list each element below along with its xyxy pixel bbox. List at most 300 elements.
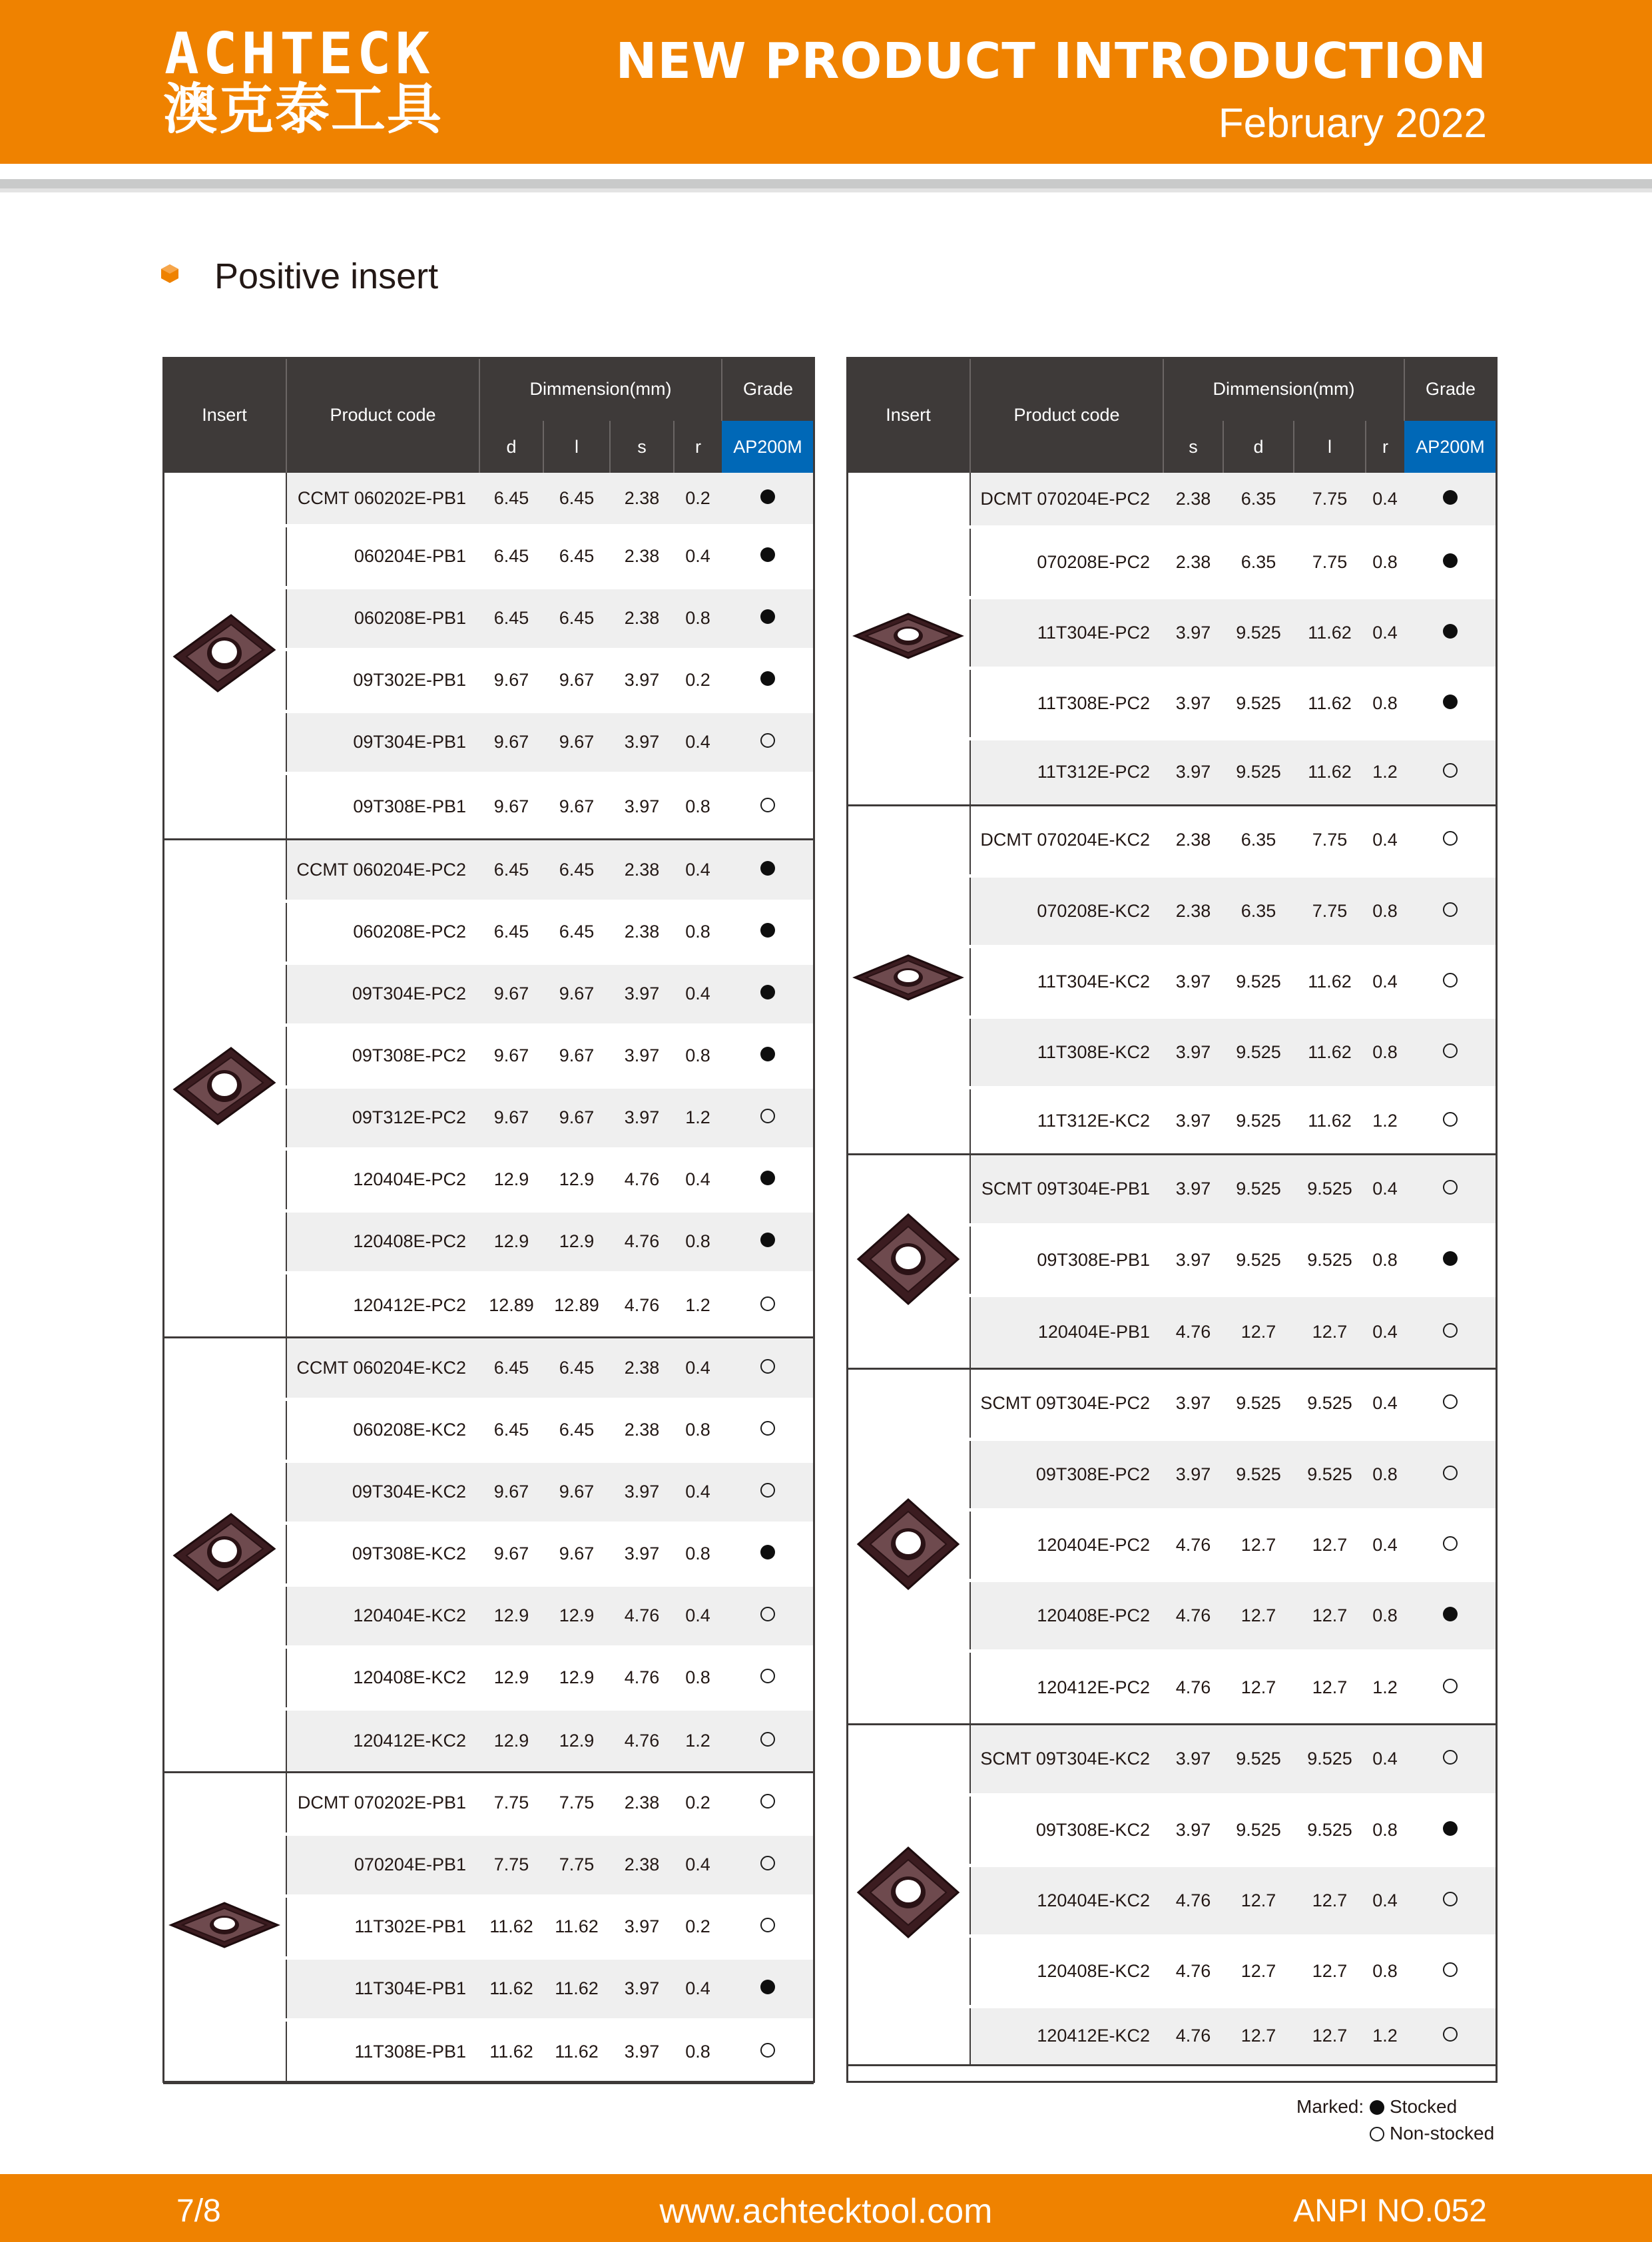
non-stocked-dot-icon bbox=[1443, 1323, 1458, 1338]
header-divider bbox=[0, 179, 1652, 188]
grade-cell bbox=[1404, 1510, 1496, 1580]
grade-cell bbox=[1404, 1724, 1496, 1795]
dimension-cell: 6.35 bbox=[1223, 876, 1294, 946]
dim-col-header: r bbox=[1366, 421, 1404, 473]
grade-header: Grade bbox=[1404, 358, 1496, 421]
dimension-cell: 9.525 bbox=[1223, 1795, 1294, 1865]
dim-col-header: l bbox=[543, 421, 610, 473]
dimension-cell: 11.62 bbox=[479, 1896, 543, 1958]
dimension-cell: 4.76 bbox=[610, 1709, 674, 1772]
product-code-cell: 11T312E-KC2 bbox=[970, 1087, 1163, 1154]
product-code-cell: SCMT 09T304E-PB1 bbox=[970, 1154, 1163, 1225]
dim-col-header: s bbox=[610, 421, 674, 473]
dimension-cell: 12.7 bbox=[1223, 1651, 1294, 1724]
dimension-cell: 0.8 bbox=[674, 1211, 722, 1272]
dimension-cell: 3.97 bbox=[610, 1461, 674, 1523]
stocked-dot-icon bbox=[760, 985, 775, 999]
website-url: www.achtecktool.com bbox=[659, 2192, 993, 2231]
dimension-cell: 9.525 bbox=[1223, 1087, 1294, 1154]
dimension-cell: 0.8 bbox=[1366, 1017, 1404, 1087]
dcmt-insert-icon bbox=[852, 928, 965, 1027]
insert-header: Insert bbox=[163, 358, 286, 473]
dimension-cell: 12.7 bbox=[1294, 2006, 1366, 2065]
dimension-cell: 3.97 bbox=[1163, 1017, 1223, 1087]
dimension-cell: 2.38 bbox=[610, 901, 674, 963]
dimension-cell: 1.2 bbox=[674, 1709, 722, 1772]
stocked-dot-icon bbox=[760, 1545, 775, 1559]
dimension-cell: 0.8 bbox=[674, 1399, 722, 1461]
grade-cell bbox=[722, 839, 814, 901]
grade-cell bbox=[1404, 1795, 1496, 1865]
dimension-cell: 0.8 bbox=[1366, 668, 1404, 738]
product-code-cell: 120412E-KC2 bbox=[286, 1709, 479, 1772]
non-stocked-dot-icon bbox=[760, 1483, 775, 1498]
scmt-insert-icon bbox=[852, 1494, 965, 1594]
header-date: February 2022 bbox=[1218, 101, 1487, 146]
dimension-cell: 3.97 bbox=[610, 649, 674, 711]
product-code-cell: 09T308E-PC2 bbox=[970, 1439, 1163, 1510]
dimension-cell: 3.97 bbox=[1163, 738, 1223, 805]
grade-cell bbox=[1404, 946, 1496, 1017]
dimension-cell: 12.9 bbox=[479, 1211, 543, 1272]
dimension-cell: 9.67 bbox=[479, 1087, 543, 1149]
legend-stocked-label: Stocked bbox=[1390, 2096, 1458, 2117]
grade-cell bbox=[1404, 473, 1496, 527]
hexagon-bullet-icon bbox=[161, 264, 178, 283]
dimension-cell: 2.38 bbox=[610, 473, 674, 525]
dimension-cell: 3.97 bbox=[1163, 1225, 1223, 1295]
dim-col-header: l bbox=[1294, 421, 1366, 473]
dimension-cell: 6.45 bbox=[479, 473, 543, 525]
insert-image-cell bbox=[163, 839, 286, 1337]
grade-cell bbox=[1404, 1439, 1496, 1510]
grade-cell bbox=[1404, 1865, 1496, 1936]
product-code-header: Product code bbox=[286, 358, 479, 473]
product-code-cell: 11T308E-PB1 bbox=[286, 2020, 479, 2083]
dimension-cell: 6.45 bbox=[479, 839, 543, 901]
dimension-cell: 9.525 bbox=[1223, 738, 1294, 805]
dimension-cell: 4.76 bbox=[610, 1211, 674, 1272]
stocked-dot-icon bbox=[1443, 695, 1458, 709]
dimension-cell: 0.8 bbox=[1366, 1936, 1404, 2006]
grade-cell bbox=[1404, 1368, 1496, 1439]
dimension-cell: 0.4 bbox=[1366, 473, 1404, 527]
product-code-cell: 120408E-KC2 bbox=[286, 1647, 479, 1709]
product-code-cell: SCMT 09T304E-PC2 bbox=[970, 1368, 1163, 1439]
dim-col-header: d bbox=[1223, 421, 1294, 473]
dimension-header: Dimmension(mm) bbox=[1163, 358, 1404, 421]
non-stocked-dot-icon bbox=[1443, 1892, 1458, 1906]
dimension-cell: 3.97 bbox=[1163, 1087, 1223, 1154]
stocked-dot-icon bbox=[760, 671, 775, 686]
dimension-cell: 6.45 bbox=[479, 901, 543, 963]
dimension-cell: 9.525 bbox=[1223, 1724, 1294, 1795]
dimension-cell: 2.38 bbox=[1163, 876, 1223, 946]
table-row bbox=[163, 1772, 814, 1834]
grade-cell bbox=[722, 1772, 814, 1834]
dimension-cell: 9.67 bbox=[543, 711, 610, 773]
dimension-cell: 7.75 bbox=[1294, 473, 1366, 527]
non-stocked-dot-icon bbox=[1443, 902, 1458, 917]
dim-col-header: d bbox=[479, 421, 543, 473]
dimension-cell: 3.97 bbox=[610, 1958, 674, 2020]
anpi-number: ANPI NO.052 bbox=[1293, 2193, 1487, 2229]
product-code-cell: 070208E-KC2 bbox=[970, 876, 1163, 946]
table-row bbox=[847, 1154, 1496, 1225]
product-code-cell: 11T304E-PB1 bbox=[286, 1958, 479, 2020]
dimension-cell: 3.97 bbox=[610, 1523, 674, 1585]
dimension-cell: 0.8 bbox=[674, 1523, 722, 1585]
stocked-dot-icon bbox=[1443, 1251, 1458, 1266]
insert-image-cell bbox=[847, 1724, 970, 2065]
dimension-cell: 3.97 bbox=[1163, 1439, 1223, 1510]
dimension-cell: 3.97 bbox=[610, 711, 674, 773]
table-row bbox=[847, 1724, 1496, 1795]
product-code-cell: 11T304E-KC2 bbox=[970, 946, 1163, 1017]
product-code-cell: 11T302E-PB1 bbox=[286, 1896, 479, 1958]
product-code-cell: DCMT 070204E-PC2 bbox=[970, 473, 1163, 527]
stocked-dot-icon bbox=[760, 1980, 775, 1994]
non-stocked-dot-icon bbox=[1443, 1536, 1458, 1551]
grade-cell bbox=[1404, 668, 1496, 738]
non-stocked-dot-icon bbox=[1443, 973, 1458, 987]
grade-cell bbox=[722, 1523, 814, 1585]
dimension-cell: 0.4 bbox=[1366, 597, 1404, 668]
dimension-cell: 0.8 bbox=[1366, 1439, 1404, 1510]
dimension-cell: 1.2 bbox=[674, 1272, 722, 1337]
grade-name-header: AP200M bbox=[722, 421, 814, 473]
table-row bbox=[847, 1368, 1496, 1439]
dimension-cell: 3.97 bbox=[1163, 946, 1223, 1017]
dimension-cell: 0.4 bbox=[1366, 1724, 1404, 1795]
dim-col-header: s bbox=[1163, 421, 1223, 473]
scmt-insert-icon bbox=[852, 1842, 965, 1942]
product-code-cell: 09T302E-PB1 bbox=[286, 649, 479, 711]
grade-cell bbox=[722, 901, 814, 963]
product-code-cell: 120404E-KC2 bbox=[970, 1865, 1163, 1936]
dimension-cell: 0.8 bbox=[1366, 527, 1404, 597]
insert-image-cell bbox=[847, 473, 970, 805]
right-spec-table bbox=[847, 358, 1496, 2066]
dimension-cell: 12.9 bbox=[543, 1211, 610, 1272]
product-code-cell: 09T312E-PC2 bbox=[286, 1087, 479, 1149]
product-code-cell: DCMT 070202E-PB1 bbox=[286, 1772, 479, 1834]
dimension-cell: 3.97 bbox=[1163, 1795, 1223, 1865]
dimension-cell: 9.67 bbox=[479, 1461, 543, 1523]
non-stocked-dot-icon bbox=[760, 1794, 775, 1809]
dimension-cell: 4.76 bbox=[1163, 1651, 1223, 1724]
dimension-cell: 9.525 bbox=[1223, 1439, 1294, 1510]
page-number: 7/8 bbox=[176, 2193, 221, 2229]
dimension-cell: 0.2 bbox=[674, 473, 722, 525]
grade-cell bbox=[1404, 876, 1496, 946]
logo-chinese: 澳克泰工具 bbox=[163, 78, 443, 141]
dimension-cell: 0.8 bbox=[674, 773, 722, 839]
dimension-cell: 9.525 bbox=[1294, 1795, 1366, 1865]
product-code-cell: CCMT 060204E-PC2 bbox=[286, 839, 479, 901]
dimension-cell: 9.525 bbox=[1223, 1368, 1294, 1439]
stocked-dot-icon bbox=[760, 861, 775, 876]
dim-col-header: r bbox=[674, 421, 722, 473]
dimension-cell: 11.62 bbox=[1294, 946, 1366, 1017]
product-code-cell: 09T304E-PC2 bbox=[286, 963, 479, 1025]
non-stocked-dot-icon bbox=[1443, 831, 1458, 846]
dimension-cell: 11.62 bbox=[479, 2020, 543, 2083]
table-row bbox=[163, 1337, 814, 1399]
open-circle-icon bbox=[1370, 2127, 1384, 2141]
dimension-cell: 6.45 bbox=[479, 587, 543, 649]
dimension-cell: 12.7 bbox=[1223, 1865, 1294, 1936]
insert-image-cell bbox=[163, 1772, 286, 2083]
non-stocked-dot-icon bbox=[760, 1607, 775, 1621]
dcmt-insert-icon bbox=[852, 586, 965, 686]
dimension-cell: 0.4 bbox=[674, 1337, 722, 1399]
dimension-cell: 12.7 bbox=[1223, 1936, 1294, 2006]
grade-cell bbox=[1404, 1154, 1496, 1225]
dimension-cell: 0.8 bbox=[674, 901, 722, 963]
grade-cell bbox=[722, 1834, 814, 1896]
grade-cell bbox=[722, 473, 814, 525]
dimension-cell: 0.4 bbox=[674, 1585, 722, 1647]
dcmt-insert-icon bbox=[168, 1875, 281, 1975]
dimension-cell: 6.35 bbox=[1223, 527, 1294, 597]
dimension-cell: 0.8 bbox=[674, 1647, 722, 1709]
dimension-cell: 0.4 bbox=[1366, 1865, 1404, 1936]
grade-cell bbox=[1404, 805, 1496, 876]
dimension-cell: 12.7 bbox=[1294, 1510, 1366, 1580]
grade-cell bbox=[722, 1647, 814, 1709]
product-code-cell: 120412E-PC2 bbox=[970, 1651, 1163, 1724]
grade-cell bbox=[722, 1399, 814, 1461]
dimension-cell: 2.38 bbox=[610, 525, 674, 587]
dimension-cell: 11.62 bbox=[1294, 1087, 1366, 1154]
dimension-cell: 12.89 bbox=[479, 1272, 543, 1337]
dimension-cell: 9.525 bbox=[1294, 1154, 1366, 1225]
dimension-cell: 2.38 bbox=[610, 839, 674, 901]
dimension-cell: 0.8 bbox=[1366, 1580, 1404, 1651]
dimension-cell: 6.45 bbox=[479, 1337, 543, 1399]
grade-cell bbox=[1404, 1651, 1496, 1724]
dimension-cell: 4.76 bbox=[1163, 1580, 1223, 1651]
non-stocked-dot-icon bbox=[760, 1296, 775, 1311]
dimension-cell: 9.67 bbox=[479, 711, 543, 773]
dimension-cell: 4.76 bbox=[610, 1149, 674, 1211]
grade-cell bbox=[722, 773, 814, 839]
insert-image-cell bbox=[847, 1368, 970, 1724]
dimension-cell: 6.45 bbox=[543, 1337, 610, 1399]
product-code-cell: CCMT 060202E-PB1 bbox=[286, 473, 479, 525]
dimension-cell: 4.76 bbox=[610, 1647, 674, 1709]
product-code-cell: 120404E-PB1 bbox=[970, 1295, 1163, 1368]
grade-header: Grade bbox=[722, 358, 814, 421]
product-code-cell: 11T304E-PC2 bbox=[970, 597, 1163, 668]
dimension-cell: 0.8 bbox=[674, 587, 722, 649]
product-code-cell: 09T308E-KC2 bbox=[970, 1795, 1163, 1865]
non-stocked-dot-icon bbox=[1443, 1043, 1458, 1058]
dimension-cell: 1.2 bbox=[1366, 2006, 1404, 2065]
dimension-cell: 3.97 bbox=[1163, 1368, 1223, 1439]
grade-cell bbox=[1404, 2006, 1496, 2065]
dimension-cell: 6.45 bbox=[543, 1399, 610, 1461]
insert-image-cell bbox=[163, 473, 286, 839]
dimension-cell: 9.525 bbox=[1223, 597, 1294, 668]
product-code-cell: 120408E-KC2 bbox=[970, 1936, 1163, 2006]
dimension-cell: 12.7 bbox=[1294, 1936, 1366, 2006]
grade-cell bbox=[722, 1958, 814, 2020]
non-stocked-dot-icon bbox=[760, 733, 775, 748]
table-row bbox=[163, 473, 814, 525]
dimension-cell: 3.97 bbox=[610, 963, 674, 1025]
dimension-cell: 6.45 bbox=[543, 587, 610, 649]
dimension-cell: 12.7 bbox=[1294, 1865, 1366, 1936]
dimension-cell: 12.9 bbox=[543, 1709, 610, 1772]
grade-cell bbox=[1404, 1580, 1496, 1651]
product-code-cell: 060208E-PC2 bbox=[286, 901, 479, 963]
scmt-insert-icon bbox=[852, 1209, 965, 1309]
non-stocked-dot-icon bbox=[760, 2043, 775, 2058]
section-title: Positive insert bbox=[214, 256, 439, 296]
dimension-cell: 2.38 bbox=[610, 1772, 674, 1834]
product-code-cell: 060208E-PB1 bbox=[286, 587, 479, 649]
dimension-cell: 7.75 bbox=[479, 1834, 543, 1896]
grade-cell bbox=[1404, 1295, 1496, 1368]
dimension-cell: 11.62 bbox=[1294, 668, 1366, 738]
dimension-cell: 12.9 bbox=[479, 1647, 543, 1709]
product-code-cell: SCMT 09T304E-KC2 bbox=[970, 1724, 1163, 1795]
grade-cell bbox=[722, 1461, 814, 1523]
dimension-cell: 9.67 bbox=[543, 1087, 610, 1149]
dimension-cell: 0.4 bbox=[674, 1461, 722, 1523]
dimension-cell: 9.525 bbox=[1223, 668, 1294, 738]
dimension-cell: 9.525 bbox=[1294, 1225, 1366, 1295]
dimension-cell: 11.62 bbox=[543, 2020, 610, 2083]
dimension-cell: 3.97 bbox=[610, 1896, 674, 1958]
dimension-cell: 12.7 bbox=[1294, 1651, 1366, 1724]
grade-cell bbox=[722, 2020, 814, 2083]
header-divider-light bbox=[0, 188, 1652, 192]
grade-cell bbox=[722, 963, 814, 1025]
table-row bbox=[163, 839, 814, 901]
dimension-cell: 0.8 bbox=[1366, 1225, 1404, 1295]
non-stocked-dot-icon bbox=[760, 798, 775, 812]
dimension-cell: 0.8 bbox=[674, 2020, 722, 2083]
dimension-cell: 0.4 bbox=[1366, 1295, 1404, 1368]
grade-name-header: AP200M bbox=[1404, 421, 1496, 473]
stocked-dot-icon bbox=[760, 923, 775, 938]
grade-cell bbox=[722, 649, 814, 711]
dimension-cell: 7.75 bbox=[543, 1834, 610, 1896]
filled-circle-icon bbox=[1370, 2100, 1384, 2115]
legend-marked-label: Marked: bbox=[1296, 2096, 1364, 2117]
dimension-cell: 12.9 bbox=[543, 1647, 610, 1709]
grade-cell bbox=[1404, 1936, 1496, 2006]
dimension-cell: 12.7 bbox=[1223, 2006, 1294, 2065]
dimension-cell: 0.8 bbox=[1366, 876, 1404, 946]
dimension-cell: 11.62 bbox=[1294, 738, 1366, 805]
product-code-cell: CCMT 060204E-KC2 bbox=[286, 1337, 479, 1399]
product-code-cell: 11T312E-PC2 bbox=[970, 738, 1163, 805]
page-footer bbox=[0, 2174, 1652, 2242]
non-stocked-dot-icon bbox=[760, 1109, 775, 1123]
dimension-cell: 12.9 bbox=[479, 1149, 543, 1211]
stocked-dot-icon bbox=[760, 489, 775, 504]
dimension-cell: 12.9 bbox=[479, 1709, 543, 1772]
non-stocked-dot-icon bbox=[760, 1732, 775, 1747]
dimension-cell: 1.2 bbox=[674, 1087, 722, 1149]
product-code-cell: 120404E-PC2 bbox=[286, 1149, 479, 1211]
ccmt-insert-icon bbox=[168, 1036, 281, 1136]
dimension-cell: 9.67 bbox=[543, 1025, 610, 1087]
dimension-cell: 0.8 bbox=[1366, 1795, 1404, 1865]
dimension-cell: 7.75 bbox=[1294, 876, 1366, 946]
stocked-dot-icon bbox=[1443, 1607, 1458, 1621]
dimension-cell: 3.97 bbox=[1163, 1154, 1223, 1225]
dimension-cell: 0.4 bbox=[1366, 805, 1404, 876]
product-code-cell: 11T308E-KC2 bbox=[970, 1017, 1163, 1087]
product-code-cell: DCMT 070204E-KC2 bbox=[970, 805, 1163, 876]
dimension-cell: 9.67 bbox=[543, 1523, 610, 1585]
non-stocked-dot-icon bbox=[760, 1421, 775, 1436]
dimension-cell: 0.4 bbox=[674, 839, 722, 901]
dimension-cell: 11.62 bbox=[1294, 597, 1366, 668]
logo-english: ACHTECK bbox=[164, 21, 434, 87]
product-code-cell: 120412E-PC2 bbox=[286, 1272, 479, 1337]
grade-cell bbox=[722, 587, 814, 649]
dimension-cell: 9.67 bbox=[543, 773, 610, 839]
dimension-cell: 4.76 bbox=[1163, 1510, 1223, 1580]
dimension-cell: 11.62 bbox=[543, 1896, 610, 1958]
grade-cell bbox=[722, 711, 814, 773]
dimension-cell: 1.2 bbox=[1366, 1651, 1404, 1724]
stocked-dot-icon bbox=[760, 1171, 775, 1185]
dimension-cell: 6.45 bbox=[543, 473, 610, 525]
grade-cell bbox=[1404, 1225, 1496, 1295]
dimension-cell: 11.62 bbox=[1294, 1017, 1366, 1087]
dimension-cell: 3.97 bbox=[1163, 668, 1223, 738]
product-code-cell: 120408E-PC2 bbox=[970, 1580, 1163, 1651]
left-spec-table bbox=[163, 358, 814, 2084]
dimension-cell: 12.7 bbox=[1294, 1580, 1366, 1651]
dimension-cell: 12.7 bbox=[1223, 1510, 1294, 1580]
stocked-dot-icon bbox=[760, 609, 775, 624]
dimension-cell: 9.525 bbox=[1223, 1225, 1294, 1295]
dimension-cell: 3.97 bbox=[1163, 597, 1223, 668]
stocked-dot-icon bbox=[760, 1233, 775, 1247]
dimension-cell: 9.525 bbox=[1223, 1154, 1294, 1225]
grade-cell bbox=[722, 525, 814, 587]
page-header bbox=[0, 0, 1652, 164]
dimension-cell: 12.7 bbox=[1294, 1295, 1366, 1368]
dimension-cell: 0.2 bbox=[674, 1772, 722, 1834]
insert-header: Insert bbox=[847, 358, 970, 473]
product-code-cell: 060208E-KC2 bbox=[286, 1399, 479, 1461]
dimension-cell: 1.2 bbox=[1366, 738, 1404, 805]
product-code-cell: 09T308E-PB1 bbox=[970, 1225, 1163, 1295]
stocked-dot-icon bbox=[1443, 1821, 1458, 1836]
non-stocked-dot-icon bbox=[760, 1669, 775, 1683]
legend-non-stocked bbox=[1370, 2124, 1494, 2143]
non-stocked-dot-icon bbox=[1443, 1962, 1458, 1977]
dimension-cell: 9.67 bbox=[543, 649, 610, 711]
non-stocked-dot-icon bbox=[760, 1856, 775, 1870]
grade-cell bbox=[722, 1709, 814, 1772]
insert-image-cell bbox=[847, 805, 970, 1154]
dimension-cell: 12.89 bbox=[543, 1272, 610, 1337]
dimension-cell: 2.38 bbox=[1163, 805, 1223, 876]
dimension-cell: 4.76 bbox=[610, 1585, 674, 1647]
dimension-header: Dimmension(mm) bbox=[479, 358, 722, 421]
dimension-cell: 4.76 bbox=[1163, 2006, 1223, 2065]
